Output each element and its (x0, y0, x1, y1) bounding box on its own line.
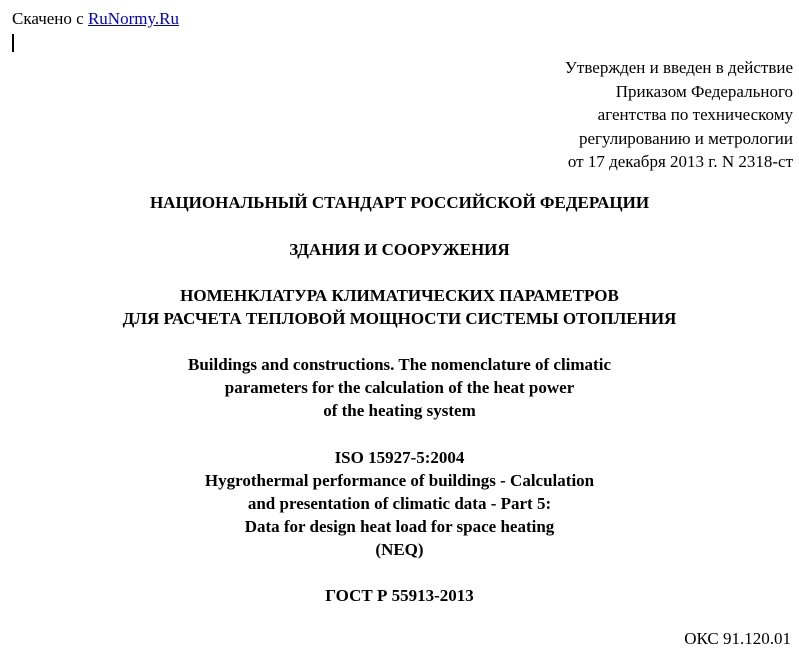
approval-line: регулированию и метрологии (578, 128, 793, 148)
text-caret (12, 34, 14, 52)
english-title-line: of the heating system (323, 401, 476, 420)
runormy-link[interactable]: RuNormy.Ru (87, 9, 179, 28)
okc-code: ОКС 91.120.01 (684, 629, 791, 648)
gost-number: ГОСТ Р 55913-2013 (325, 586, 474, 605)
english-title-line: parameters for the calculation of the heat power (224, 378, 575, 397)
category-title: ЗДАНИЯ И СООРУЖЕНИЯ (289, 240, 510, 259)
approval-line: Утвержден и введен в действие (564, 58, 793, 77)
iso-reference-line: (NEQ) (375, 540, 424, 559)
download-source-line (12, 8, 179, 30)
english-title (0, 353, 799, 422)
download-source-label: Скачено с (12, 9, 88, 28)
approval-line: агентства по техническому (597, 105, 793, 124)
approval-line: Приказом Федерального (615, 81, 793, 101)
english-title-line: Buildings and constructions. The nomenclature of climatic (188, 355, 611, 374)
national-standard-title: НАЦИОНАЛЬНЫЙ СТАНДАРТ РОССИЙСКОЙ ФЕДЕРАЦИИ (149, 193, 650, 212)
iso-reference-line: Hygrothermal performance of buildings - Calculation (204, 471, 595, 490)
russian-title-line: НОМЕНКЛАТУРА КЛИМАТИЧЕСКИХ ПАРАМЕТРОВ (180, 286, 619, 305)
iso-reference-line: and presentation of climatic data - Part 5: (247, 494, 552, 513)
iso-reference-line: ISO 15927-5:2004 (334, 448, 465, 467)
russian-title (0, 284, 799, 330)
approval-block (393, 56, 793, 174)
approval-line: от 17 декабря 2013 г. N 2318-ст (567, 152, 793, 171)
iso-reference (0, 446, 799, 561)
iso-reference-line: Data for design heat load for space heating (244, 517, 555, 536)
russian-title-line: ДЛЯ РАСЧЕТА ТЕПЛОВОЙ МОЩНОСТИ СИСТЕМЫ ОТОПЛЕНИЯ (122, 309, 677, 328)
